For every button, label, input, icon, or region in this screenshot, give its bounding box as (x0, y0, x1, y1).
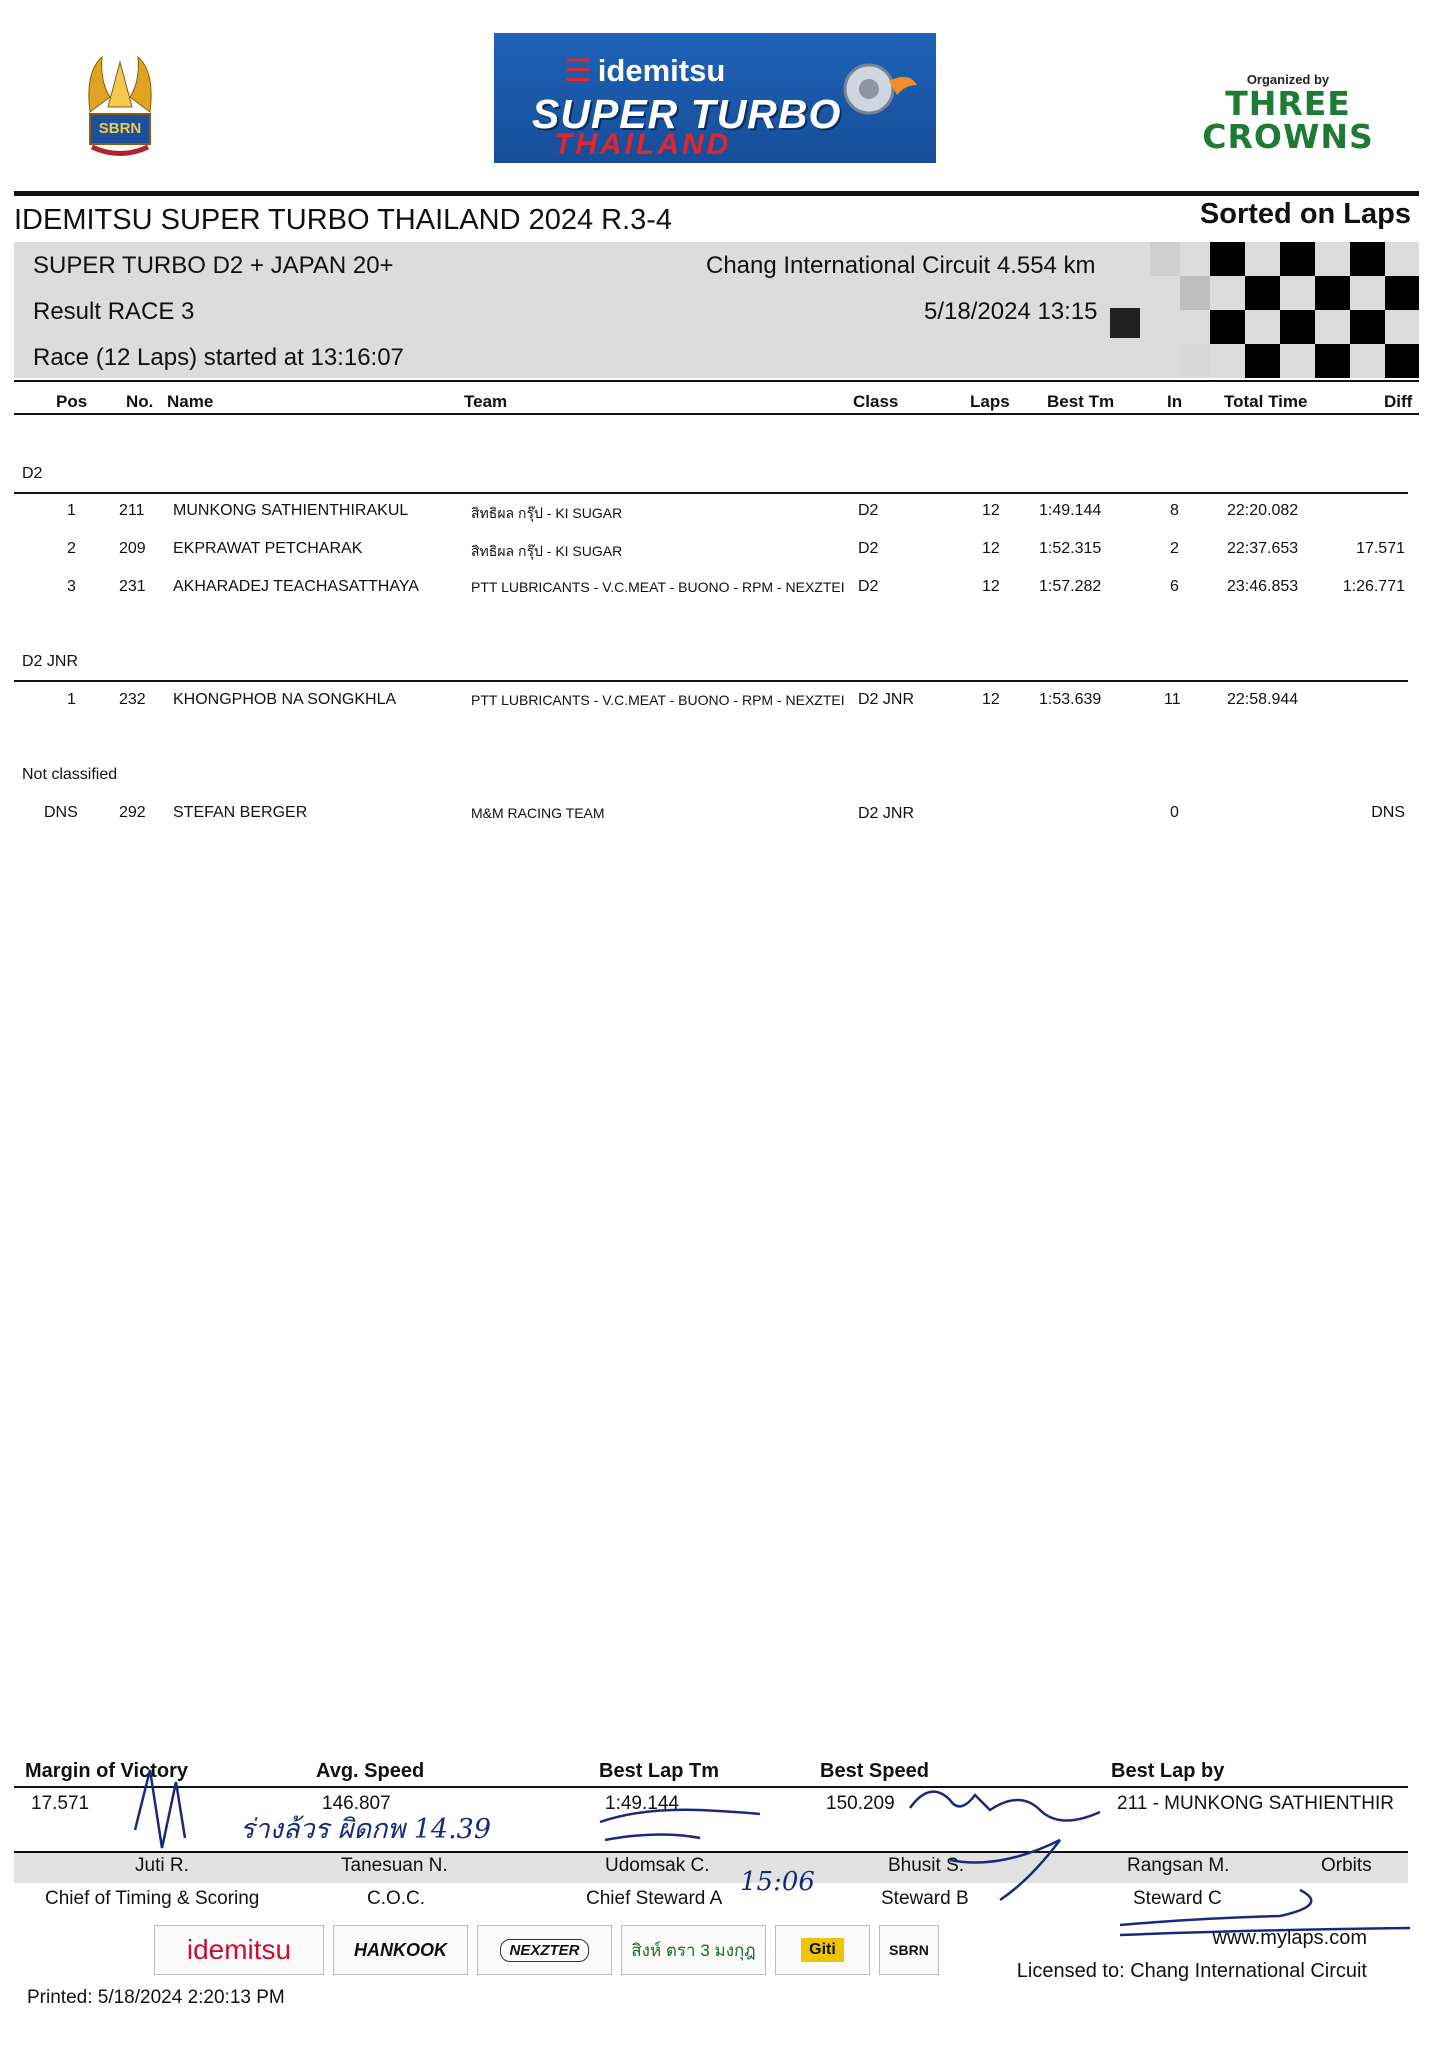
sponsor-nexzter: NEXZTER (477, 1925, 612, 1975)
group-rule-d2-jnr (14, 680, 1408, 682)
row-best: 1:49.144 (1039, 502, 1102, 519)
row-best: 1:57.282 (1039, 578, 1102, 595)
organizer-name-line2: CROWNS (1202, 117, 1374, 156)
row-diff: 1:26.771 (1342, 578, 1405, 595)
row-team: M&M RACING TEAM (471, 805, 605, 821)
row-in: 8 (1170, 502, 1179, 519)
row-team: PTT LUBRICANTS - V.C.MEAT - BUONO - RPM - NEXZTEI (471, 579, 845, 595)
margin-of-victory-label: Margin of Victory (25, 1760, 188, 1782)
official-role: Chief Steward A (586, 1888, 723, 1909)
group-label-d2: D2 (22, 465, 43, 482)
circuit-label: Chang International Circuit 4.554 km (706, 252, 1096, 279)
row-pos: 3 (67, 578, 76, 595)
row-in: 2 (1170, 540, 1179, 557)
sponsor-sbrn: SBRN (879, 1925, 939, 1975)
title-top-rule (14, 191, 1419, 196)
row-in: 6 (1170, 578, 1179, 595)
sbrn-logo-text: SBRN (98, 120, 142, 137)
sponsor-giti: Giti (775, 1925, 870, 1975)
best-lap-by-label: Best Lap by (1111, 1760, 1225, 1782)
row-name: EKPRAWAT PETCHARAK (173, 540, 363, 557)
info-bottom-rule (14, 380, 1419, 382)
banner-subtitle: THAILAND (554, 128, 732, 161)
row-class: D2 JNR (858, 805, 915, 822)
row-name: KHONGPHOB NA SONGKHLA (173, 691, 397, 708)
official-role: Chief of Timing & Scoring (45, 1888, 260, 1909)
avg-speed-value: 146.807 (322, 1793, 391, 1814)
row-no: 292 (119, 804, 146, 821)
official-name: Tanesuan N. (341, 1855, 448, 1876)
col-laps: Laps (970, 392, 1010, 411)
official-role: Steward C (1133, 1888, 1222, 1909)
row-in: 11 (1164, 691, 1181, 708)
row-class: D2 JNR (858, 691, 915, 708)
row-best: 1:52.315 (1039, 540, 1102, 557)
idemitsu-mark-icon: ☰ (564, 53, 592, 88)
race-start-label: Race (12 Laps) started at 13:16:07 (33, 344, 404, 371)
organized-by-label: Organized by (1246, 72, 1330, 87)
mylaps-link[interactable]: www.mylaps.com (1212, 1927, 1367, 1949)
col-pos: Pos (56, 392, 88, 411)
col-in: In (1167, 392, 1183, 411)
row-in: 0 (1170, 804, 1179, 821)
result-label: Result RACE 3 (33, 298, 195, 325)
handwritten-note: ร่างล้วร ผิดกพ 14.39 (240, 1814, 492, 1845)
header-bottom-rule (14, 413, 1419, 415)
sponsor-idemitsu: idemitsu (154, 1925, 324, 1975)
category-label: SUPER TURBO D2 + JAPAN 20+ (33, 252, 394, 279)
footer-rule (14, 1786, 1408, 1788)
margin-of-victory-value: 17.571 (31, 1793, 90, 1814)
row-class: D2 (858, 502, 879, 519)
banner-title: SUPER TURBO (532, 91, 842, 137)
row-total: 22:37.653 (1227, 540, 1299, 557)
row-name: AKHARADEJ TEACHASATTHAYA (173, 578, 419, 595)
row-no: 232 (119, 691, 146, 708)
sbrn-logo (80, 52, 160, 157)
row-laps: 12 (982, 540, 1000, 557)
col-total: Total Time (1224, 392, 1308, 411)
row-laps: 12 (982, 578, 1000, 595)
best-speed-value: 150.209 (826, 1793, 895, 1814)
printed-timestamp: Printed: 5/18/2024 2:20:13 PM (27, 1987, 285, 2008)
col-class: Class (853, 392, 899, 411)
officials-rule (14, 1851, 1408, 1853)
best-lap-value: 1:49.144 (605, 1793, 679, 1814)
row-no: 211 (119, 502, 145, 519)
col-name: Name (167, 392, 214, 411)
event-title: IDEMITSU SUPER TURBO THAILAND 2024 R.3-4 (14, 204, 673, 236)
row-team: PTT LUBRICANTS - V.C.MEAT - BUONO - RPM - NEXZTEI (471, 692, 845, 708)
sponsor-singha: สิงห์ ตรา 3 มงกุฎ (621, 1925, 766, 1975)
row-name: MUNKONG SATHIENTHIRAKUL (173, 502, 409, 519)
super-turbo-banner (494, 33, 936, 163)
row-diff: DNS (1371, 804, 1405, 821)
group-label-not-classified: Not classified (22, 766, 118, 783)
checkered-flag-icon (1110, 242, 1419, 378)
avg-speed-label: Avg. Speed (316, 1760, 425, 1782)
row-pos: 1 (67, 502, 76, 519)
row-total: 23:46.853 (1227, 578, 1299, 595)
group-label-d2-jnr: D2 JNR (22, 653, 79, 670)
turbo-icon (839, 51, 919, 121)
orbits-label: Orbits (1321, 1855, 1372, 1876)
row-no: 231 (119, 578, 146, 595)
row-class: D2 (858, 578, 879, 595)
row-team: สิทธิผล กรุ๊ป - KI SUGAR (471, 543, 623, 559)
banner-brand-text: idemitsu (597, 53, 726, 88)
official-name: Bhusit S. (888, 1855, 965, 1876)
row-pos: DNS (44, 804, 78, 821)
official-name: Rangsan M. (1127, 1855, 1230, 1876)
race-datetime: 5/18/2024 13:15 (924, 298, 1098, 325)
official-name: Udomsak C. (605, 1855, 710, 1876)
col-team: Team (464, 392, 508, 411)
organizer-name-line1: THREE (1225, 84, 1351, 123)
official-name: Juti R. (135, 1855, 189, 1876)
col-diff: Diff (1384, 392, 1413, 411)
handwritten-time: 15:06 (740, 1867, 815, 1897)
row-laps: 12 (982, 502, 1000, 519)
row-team: สิทธิผล กรุ๊ป - KI SUGAR (471, 505, 623, 521)
row-total: 22:58.944 (1227, 691, 1299, 708)
best-speed-label: Best Speed (820, 1760, 929, 1782)
row-best: 1:53.639 (1039, 691, 1102, 708)
row-pos: 1 (67, 691, 76, 708)
col-no: No. (126, 392, 154, 411)
licensed-to: Licensed to: Chang International Circuit (1016, 1960, 1367, 1982)
group-rule-d2 (14, 492, 1408, 494)
row-name: STEFAN BERGER (173, 804, 308, 821)
sorted-label: Sorted on Laps (1199, 198, 1411, 230)
best-lap-by-value: 211 - MUNKONG SATHIENTHIR (1117, 1793, 1394, 1814)
col-best: Best Tm (1047, 392, 1115, 411)
row-no: 209 (119, 540, 146, 557)
banner-brand (564, 53, 725, 89)
row-class: D2 (858, 540, 879, 557)
row-pos: 2 (67, 540, 76, 557)
row-total: 22:20.082 (1227, 502, 1299, 519)
best-lap-label: Best Lap Tm (599, 1760, 720, 1782)
official-role: Steward B (881, 1888, 969, 1909)
sponsor-hankook: HANKOOK (333, 1925, 468, 1975)
row-diff: 17.571 (1356, 540, 1405, 557)
organizer-logo (1188, 72, 1388, 156)
official-role: C.O.C. (367, 1888, 426, 1909)
row-laps: 12 (982, 691, 1000, 708)
